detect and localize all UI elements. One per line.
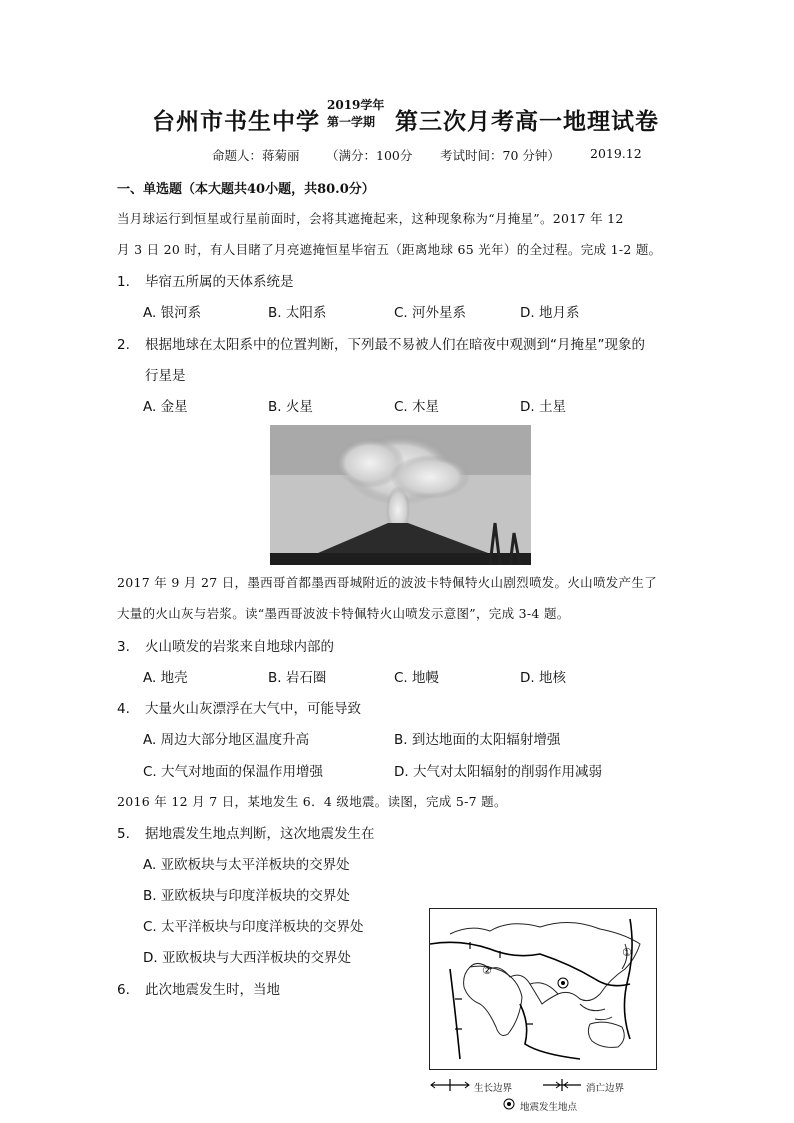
- marker-2: ②: [482, 964, 492, 977]
- exam-time: 考试时间：70 分钟）: [440, 148, 560, 163]
- question-number: 2.: [117, 337, 130, 353]
- question-text: 据地震发生地点判断，这次地震发生在: [145, 826, 375, 842]
- title-year: 2019学年: [327, 98, 385, 112]
- question-number: 1.: [117, 274, 130, 290]
- question-5: [117, 822, 375, 842]
- author: 命题人：蒋菊丽: [212, 148, 300, 163]
- q1-option-c: C. 河外星系: [394, 305, 467, 321]
- q3-option-b: B. 岩石圈: [268, 670, 327, 686]
- intro-2-line-1: 2017 年 9 月 27 日，墨西哥首都墨西哥城附近的波波卡特佩特火山剧烈喷发。火山喷发产生了: [117, 575, 657, 590]
- legend-subduction-boundary: 消亡边界: [586, 1083, 625, 1094]
- q2-option-b: B. 火星: [268, 399, 313, 415]
- q2-option-a: A. 金星: [143, 399, 188, 415]
- q1-option-a: A. 银河系: [143, 305, 202, 321]
- q5-option-b: B. 亚欧板块与印度洋板块的交界处: [143, 888, 350, 904]
- q3-option-c: C. 地幔: [394, 670, 440, 686]
- question-number: 4.: [117, 701, 130, 717]
- q1-option-b: B. 太阳系: [268, 305, 327, 321]
- q1-option-d: D. 地月系: [520, 305, 580, 321]
- intro-2-line-2: 大量的火山灰与岩浆。读“墨西哥波波卡特佩特火山喷发示意图”，完成 3-4 题。: [117, 606, 570, 621]
- growth-boundary-symbol: [430, 1078, 470, 1092]
- q5-option-a: A. 亚欧板块与太平洋板块的交界处: [143, 857, 350, 873]
- question-4: [117, 697, 361, 717]
- epicenter-symbol: [502, 1097, 516, 1111]
- intro-1-line-2: 月 3 日 20 时，有人目睹了月亮遮掩恒星毕宿五（距离地球 65 光年）的全过程。完成 1-2 题。: [117, 242, 662, 257]
- question-text: 火山喷发的岩浆来自地球内部的: [145, 639, 334, 655]
- legend-earthquake-location: 地震发生地点: [520, 1102, 578, 1113]
- exam-date: 2019.12: [590, 146, 642, 161]
- q4-option-a: A. 周边大部分地区温度升高: [143, 732, 310, 748]
- question-text: 此次地震发生时，当地: [145, 982, 280, 998]
- section-heading: 一、单选题（本大题共40小题，共80.0分）: [117, 182, 375, 197]
- q4-option-b: B. 到达地面的太阳辐射增强: [394, 732, 561, 748]
- subduction-boundary-symbol: [542, 1078, 582, 1092]
- title-term: 第一学期: [327, 115, 376, 129]
- marker-1: ①: [622, 946, 632, 959]
- title-exam: 第三次月考高一地理试卷: [395, 108, 659, 135]
- q4-option-d: D. 大气对太阳辐射的削弱作用减弱: [394, 764, 602, 780]
- question-text: 根据地球在太阳系中的位置判断，下列最不易被人们在暗夜中观测到“月掩星”现象的: [145, 337, 645, 353]
- question-text: 毕宿五所属的天体系统是: [145, 274, 294, 290]
- q5-option-c: C. 太平洋板块与印度洋板块的交界处: [143, 919, 364, 935]
- title-school: 台州市书生中学: [152, 108, 320, 135]
- q3-option-a: A. 地壳: [143, 670, 188, 686]
- intro-3-line-1: 2016 年 12 月 7 日，某地发生 6．4 级地震。读图，完成 5-7 题。: [117, 794, 507, 809]
- volcano-photo: [270, 425, 531, 565]
- volcano-illustration: [270, 425, 531, 565]
- question-6: [117, 978, 280, 998]
- question-text: 大量火山灰漂浮在大气中，可能导致: [145, 701, 361, 717]
- world-map-illustration: [430, 909, 656, 1069]
- question-2: [117, 333, 645, 353]
- q3-option-d: D. 地核: [520, 670, 566, 686]
- question-2-line-2: 行星是: [145, 368, 186, 384]
- intro-1-line-1: 当月球运行到恒星或行星前面时，会将其遮掩起来，这种现象称为“月掩星”。2017 年 12: [117, 211, 624, 226]
- question-number: 5.: [117, 826, 130, 842]
- question-3: [117, 635, 334, 655]
- q5-option-d: D. 亚欧板块与大西洋板块的交界处: [143, 950, 351, 966]
- question-number: 6.: [117, 982, 130, 998]
- question-number: 3.: [117, 639, 130, 655]
- q2-option-c: C. 木星: [394, 399, 440, 415]
- q4-option-c: C. 大气对地面的保温作用增强: [143, 764, 324, 780]
- plate-boundary-map: [429, 908, 657, 1070]
- question-1: [117, 270, 294, 290]
- q2-option-d: D. 土星: [520, 399, 566, 415]
- full-score: （满分：100分: [326, 148, 413, 163]
- legend-growth-boundary: 生长边界: [474, 1083, 513, 1094]
